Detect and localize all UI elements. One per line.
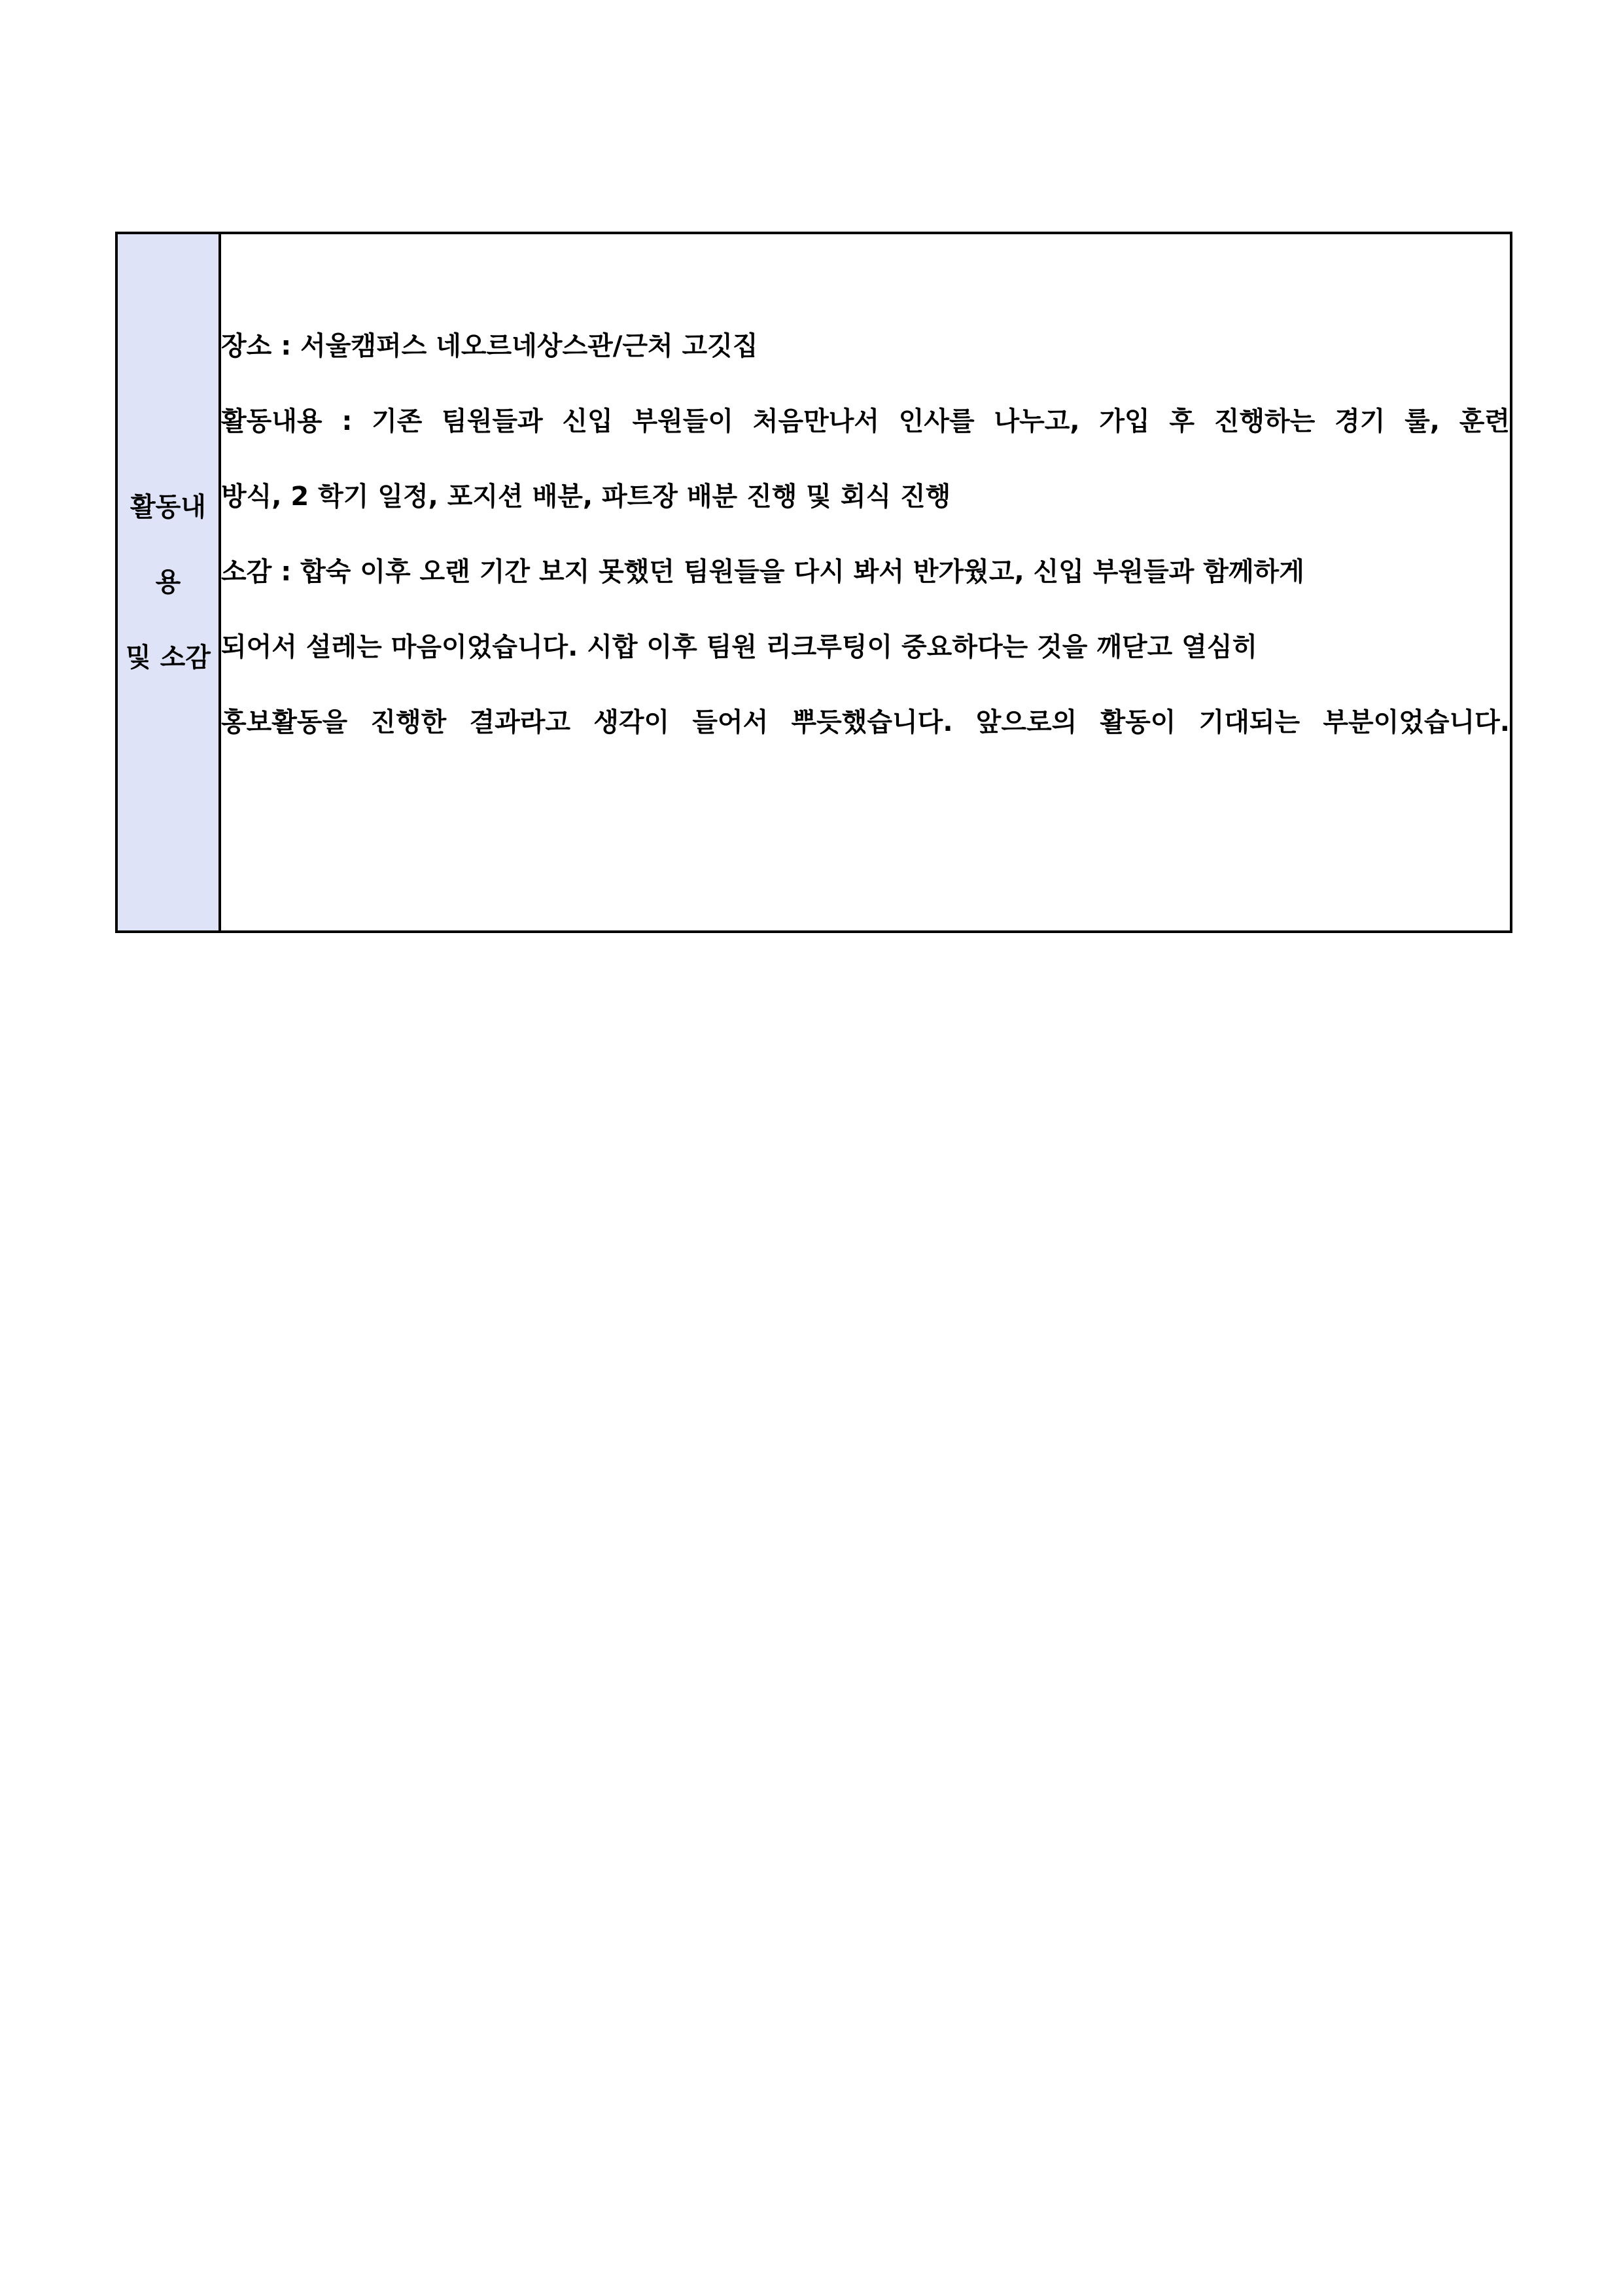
- activity-line-1: 활동내용 : 기존 팀원들과 신입 부원들이 처음만나서 인사를 나누고, 가입 후 진행하는 경기 룰, 훈련: [221, 406, 1510, 436]
- impression-line-2: 되어서 설레는 마음이었습니다. 시합 이후 팀원 리크루팅이 중요하다는 것을 깨닫고 열심히: [221, 632, 1258, 662]
- impression-line-3: 홍보활동을 진행한 결과라고 생각이 들어서 뿌듯했습니다. 앞으로의 활동이 기대되는 부분이었습니다.: [221, 707, 1510, 737]
- location-line: 장소 : 서울캠퍼스 네오르네상스관/근처 고깃집: [221, 331, 758, 361]
- label-line: 활동내: [130, 491, 206, 522]
- activity-line-2: 방식, 2 학기 일정, 포지션 배분, 파트장 배분 진행 및 회식 진행: [221, 482, 951, 512]
- content-cell: [221, 234, 1510, 930]
- impression-line-1: 소감 : 합숙 이후 오랜 기간 보지 못했던 팀원들을 다시 봐서 반가웠고, 신입 부원들과 함께하게: [221, 557, 1304, 587]
- label-line: 용: [155, 567, 181, 597]
- activity-table: [115, 232, 1512, 933]
- label-cell: [118, 234, 221, 930]
- label-line: 및 소감: [126, 642, 211, 673]
